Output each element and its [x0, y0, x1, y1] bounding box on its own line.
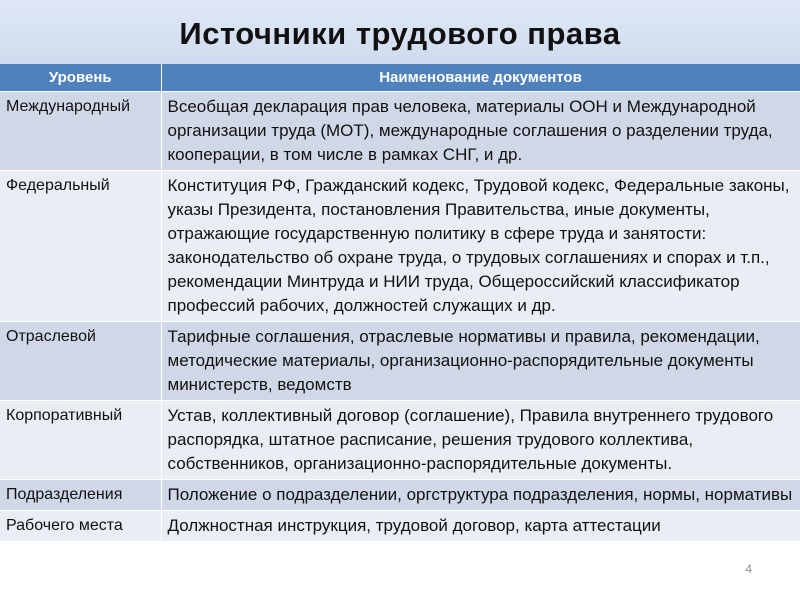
row-documents: Тарифные соглашения, отраслевые нормативы и правила, рекомендации, методические материалы, организационно-распорядительные документы министерств, ведомств: [161, 322, 800, 401]
row-level: Корпоративный: [0, 401, 161, 480]
table-row: [0, 401, 800, 480]
table-row: [0, 322, 800, 401]
header-documents: Наименование документов: [161, 64, 800, 92]
table-header-row: [0, 64, 800, 92]
row-documents: Конституция РФ, Гражданский кодекс, Трудовой кодекс, Федеральные законы, указы Президента, постановления Правительства, иные документы, отражающие государственную политику в сфере труда и занятости: законодательство об охране труда, о трудовых соглашениях и спорах и т.п., рекомендации Минтруда и НИИ труда, Общероссийский классификатор профессий рабочих, должностей служащих и др.: [161, 171, 800, 322]
row-level: Федеральный: [0, 171, 161, 322]
row-documents: Устав, коллективный договор (соглашение), Правила внутреннего трудового распорядка, штатное расписание, решения трудового коллектива, собственников, организационно-распорядительные документы.: [161, 401, 800, 480]
table-row: [0, 92, 800, 171]
header-level: Уровень: [0, 64, 161, 92]
table-row: [0, 480, 800, 511]
row-level: Рабочего места: [0, 511, 161, 542]
row-documents: Всеобщая декларация прав человека, материалы ООН и Международной организации труда (МОТ), международные соглашения о разделении труда, кооперации, в том числе в рамках СНГ, и др.: [161, 92, 800, 171]
documents-table: [0, 64, 800, 541]
table-row: [0, 511, 800, 542]
row-level: Подразделения: [0, 480, 161, 511]
row-level: Международный: [0, 92, 161, 171]
slide-title: Источники трудового права: [179, 16, 621, 51]
row-documents: Должностная инструкция, трудовой договор, карта аттестации: [161, 511, 800, 542]
row-documents: Положение о подразделении, оргструктура подразделения, нормы, нормативы: [161, 480, 800, 511]
row-level: Отраслевой: [0, 322, 161, 401]
page-number: 4: [745, 562, 752, 576]
table-row: [0, 171, 800, 322]
